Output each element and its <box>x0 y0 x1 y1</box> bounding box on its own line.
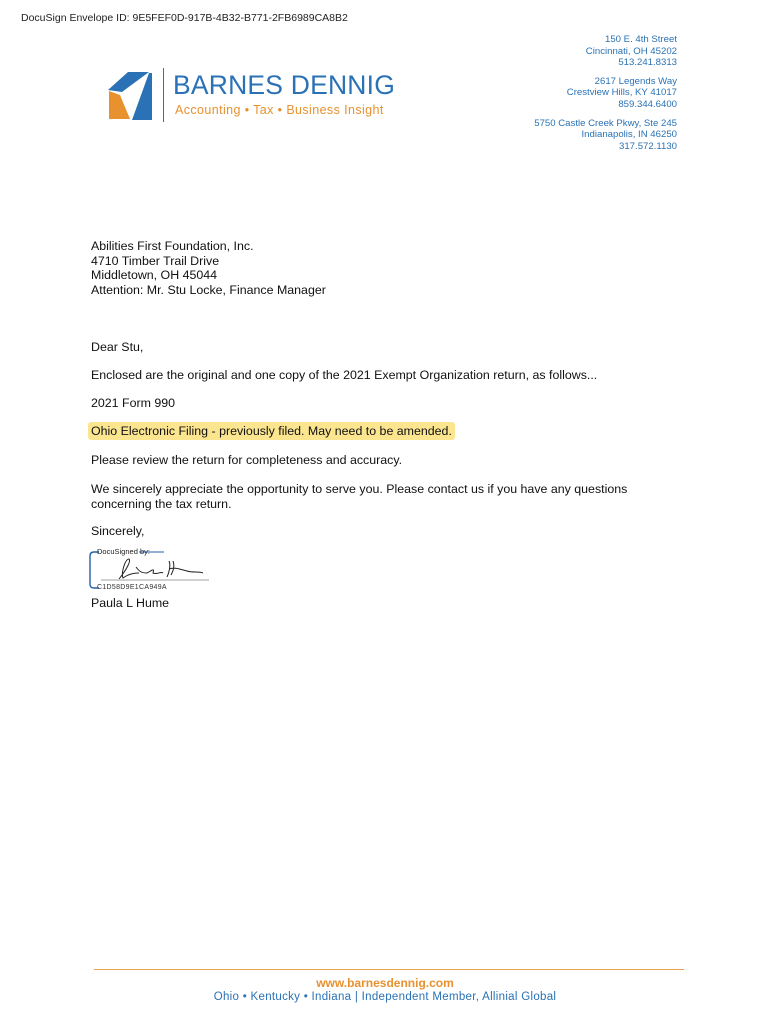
docusign-envelope-id: DocuSign Envelope ID: 9E5FEF0D-917B-4B32-B771-2FB6989CA8B2 <box>21 12 348 24</box>
highlighted-filing-text: Ohio Electronic Filing - previously filed. May need to be amended. <box>88 422 455 440</box>
office-street: 150 E. 4th Street <box>605 34 677 45</box>
office-city: Crestview Hills, KY 41017 <box>566 87 677 99</box>
review-paragraph: Please review the return for completeness and accuracy. <box>91 453 403 467</box>
docusigned-by-label: DocuSigned by: <box>97 547 150 556</box>
office-city: Cincinnati, OH 45202 <box>585 45 677 57</box>
filing-note <box>91 424 455 439</box>
logo-divider <box>163 68 164 122</box>
office-phone: 317.572.1130 <box>619 140 677 152</box>
recipient-attention: Attention: Mr. Stu Locke, Finance Manager <box>91 282 326 297</box>
recipient-city: Middletown, OH 45044 <box>91 268 218 282</box>
docusign-signature-block <box>89 547 219 595</box>
salutation: Dear Stu, <box>91 340 144 354</box>
footer-website-link[interactable]: www.barnesdennig.com <box>316 976 454 990</box>
footer-locations: Ohio • Kentucky • Indiana | Independent Member, Allinial Global <box>213 991 557 1003</box>
office-crestview-hills <box>534 76 677 111</box>
closing: Sincerely, <box>91 524 145 538</box>
logo-tagline: Accounting • Tax • Business Insight <box>175 103 384 117</box>
footer-divider <box>94 969 684 970</box>
signature-code: C1D58D9E1CA949A <box>97 584 167 591</box>
office-cincinnati <box>534 34 677 69</box>
company-logo <box>108 68 396 126</box>
office-street: 5750 Castle Creek Pkwy, Ste 245 <box>534 117 677 129</box>
intro-paragraph: Enclosed are the original and one copy of the 2021 Exempt Organization return, as follows... <box>91 368 598 382</box>
office-phone: 859.344.6400 <box>618 98 677 110</box>
form-line: 2021 Form 990 <box>91 396 176 410</box>
logo-mark-icon <box>108 70 158 122</box>
recipient-address <box>91 239 326 297</box>
office-street: 2617 Legends Way <box>594 75 677 87</box>
office-city: Indianapolis, IN 46250 <box>581 129 677 141</box>
recipient-street: 4710 Timber Trail Drive <box>91 253 220 268</box>
office-phone: 513.241.8313 <box>618 57 677 69</box>
office-indianapolis <box>534 118 677 153</box>
appreciation-paragraph: We sincerely appreciate the opportunity to serve you. Please contact us if you have any questions concerning the tax return. <box>91 482 628 511</box>
recipient-organization: Abilities First Foundation, Inc. <box>91 239 254 253</box>
signer-name: Paula L Hume <box>91 596 170 610</box>
office-addresses <box>534 34 677 159</box>
logo-name: BARNES DENNIG <box>173 70 396 100</box>
